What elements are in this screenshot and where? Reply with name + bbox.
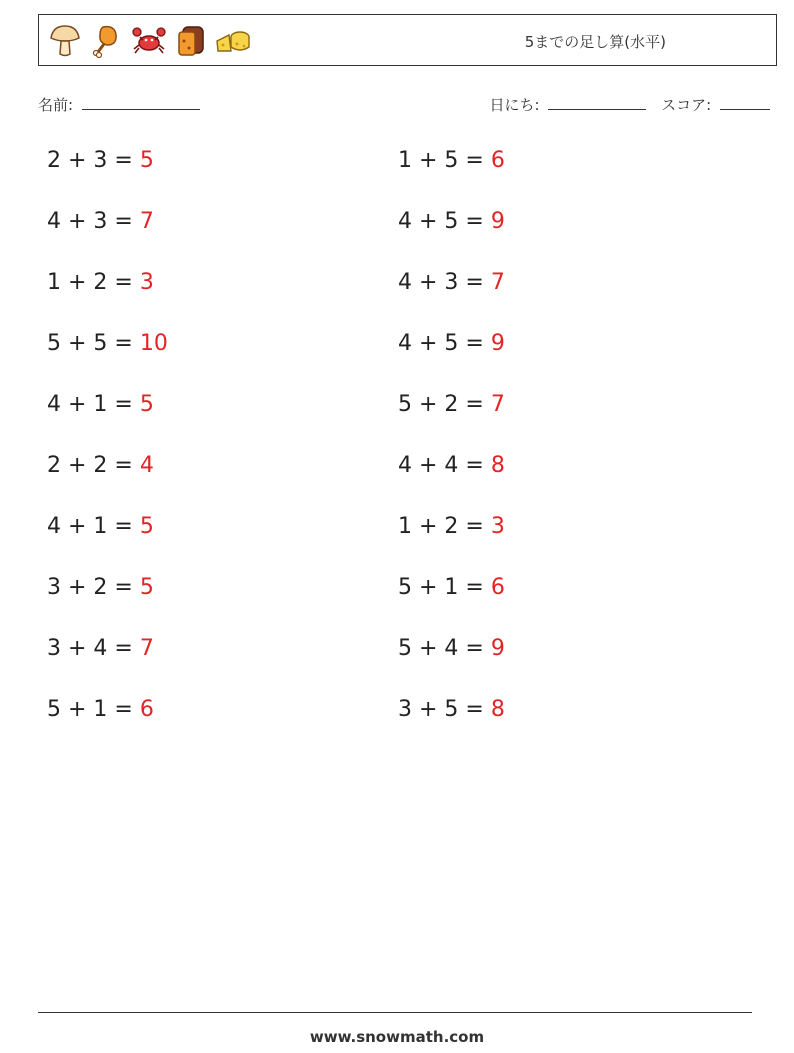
problem-item: 3 + 2 = 5 [47, 575, 154, 600]
answer: 6 [139, 697, 154, 722]
operand-b: 2 [93, 575, 108, 600]
problem-item: 5 + 1 = 6 [398, 575, 505, 600]
problem-row [0, 253, 794, 314]
answer: 9 [490, 331, 505, 356]
answer: 9 [490, 636, 505, 661]
date-blank[interactable] [548, 95, 646, 110]
problem-row [0, 619, 794, 680]
answer: 5 [139, 148, 154, 173]
operand-b: 4 [93, 636, 108, 661]
mushroom-icon [47, 23, 83, 59]
operand-a: 5 [398, 392, 412, 417]
operand-a: 4 [398, 270, 412, 295]
operand-a: 4 [47, 514, 61, 539]
problem-item: 5 + 4 = 9 [398, 636, 505, 661]
operand-b: 4 [444, 636, 459, 661]
operand-b: 5 [444, 697, 459, 722]
operand-a: 4 [398, 209, 412, 234]
operand-b: 2 [444, 514, 459, 539]
answer: 6 [490, 575, 505, 600]
operand-a: 2 [47, 148, 61, 173]
problem-item: 4 + 3 = 7 [398, 270, 505, 295]
crab-icon [131, 23, 167, 59]
operand-a: 5 [47, 331, 61, 356]
answer: 10 [139, 331, 168, 356]
problem-row [0, 680, 794, 741]
problem-item: 5 + 1 = 6 [47, 697, 154, 722]
answer: 7 [139, 636, 154, 661]
operand-a: 4 [398, 331, 412, 356]
problem-item: 3 + 5 = 8 [398, 697, 505, 722]
problem-item: 1 + 2 = 3 [398, 514, 505, 539]
operand-a: 4 [47, 392, 61, 417]
operand-b: 5 [93, 331, 108, 356]
icon-strip [47, 23, 251, 59]
answer: 5 [139, 392, 154, 417]
date-label: 日にち: [489, 96, 540, 114]
problem-row [0, 375, 794, 436]
operand-a: 3 [47, 575, 61, 600]
problem-row [0, 192, 794, 253]
answer: 9 [490, 209, 505, 234]
answer: 7 [490, 392, 505, 417]
problem-item: 5 + 5 = 10 [47, 331, 168, 356]
operand-b: 2 [444, 392, 459, 417]
problem-row [0, 497, 794, 558]
problem-item: 4 + 1 = 5 [47, 392, 154, 417]
problem-row [0, 314, 794, 375]
footer-url: www.snowmath.com [309, 1028, 485, 1046]
problem-row [0, 131, 794, 192]
score-blank[interactable] [720, 95, 770, 110]
operand-b: 4 [444, 453, 459, 478]
answer: 5 [139, 575, 154, 600]
operand-a: 5 [398, 636, 412, 661]
answer: 3 [139, 270, 154, 295]
answer: 8 [490, 453, 505, 478]
chicken-leg-icon [89, 23, 125, 59]
name-blank[interactable] [82, 95, 200, 110]
problem-grid [0, 131, 794, 741]
problem-item: 4 + 4 = 8 [398, 453, 505, 478]
answer: 5 [139, 514, 154, 539]
operand-b: 2 [93, 453, 108, 478]
operand-b: 5 [444, 209, 459, 234]
problem-item: 2 + 3 = 5 [47, 148, 154, 173]
answer: 8 [490, 697, 505, 722]
answer: 4 [139, 453, 154, 478]
header-box [38, 14, 777, 66]
answer: 7 [490, 270, 505, 295]
operand-a: 1 [47, 270, 61, 295]
problem-item: 4 + 1 = 5 [47, 514, 154, 539]
operand-a: 1 [398, 148, 412, 173]
operand-a: 5 [398, 575, 412, 600]
problem-item: 5 + 2 = 7 [398, 392, 505, 417]
worksheet-title: 5までの足し算(水平) [524, 33, 666, 51]
name-field [38, 94, 200, 115]
problem-item: 1 + 2 = 3 [47, 270, 154, 295]
operand-b: 1 [93, 514, 108, 539]
operand-b: 5 [444, 331, 459, 356]
footer-divider [38, 1012, 752, 1013]
problem-item: 4 + 3 = 7 [47, 209, 154, 234]
answer: 3 [490, 514, 505, 539]
problem-row [0, 558, 794, 619]
operand-a: 3 [398, 697, 412, 722]
problem-row [0, 436, 794, 497]
operand-b: 2 [93, 270, 108, 295]
answer: 6 [490, 148, 505, 173]
problem-item: 2 + 2 = 4 [47, 453, 154, 478]
answer: 7 [139, 209, 154, 234]
operand-b: 3 [444, 270, 459, 295]
score-label: スコア: [661, 96, 712, 114]
operand-a: 1 [398, 514, 412, 539]
name-label: 名前: [38, 96, 74, 114]
operand-a: 5 [47, 697, 61, 722]
operand-a: 4 [398, 453, 412, 478]
problem-item: 3 + 4 = 7 [47, 636, 154, 661]
operand-a: 2 [47, 453, 61, 478]
toast-icon [173, 23, 209, 59]
problem-item: 4 + 5 = 9 [398, 209, 505, 234]
problem-item: 4 + 5 = 9 [398, 331, 505, 356]
operand-b: 1 [444, 575, 459, 600]
operand-b: 1 [93, 392, 108, 417]
operand-a: 4 [47, 209, 61, 234]
operand-b: 3 [93, 148, 108, 173]
operand-a: 3 [47, 636, 61, 661]
date-score-fields [490, 94, 770, 115]
operand-b: 1 [93, 697, 108, 722]
problem-item: 1 + 5 = 6 [398, 148, 505, 173]
operand-b: 3 [93, 209, 108, 234]
operand-b: 5 [444, 148, 459, 173]
cheese-icon [215, 23, 251, 59]
